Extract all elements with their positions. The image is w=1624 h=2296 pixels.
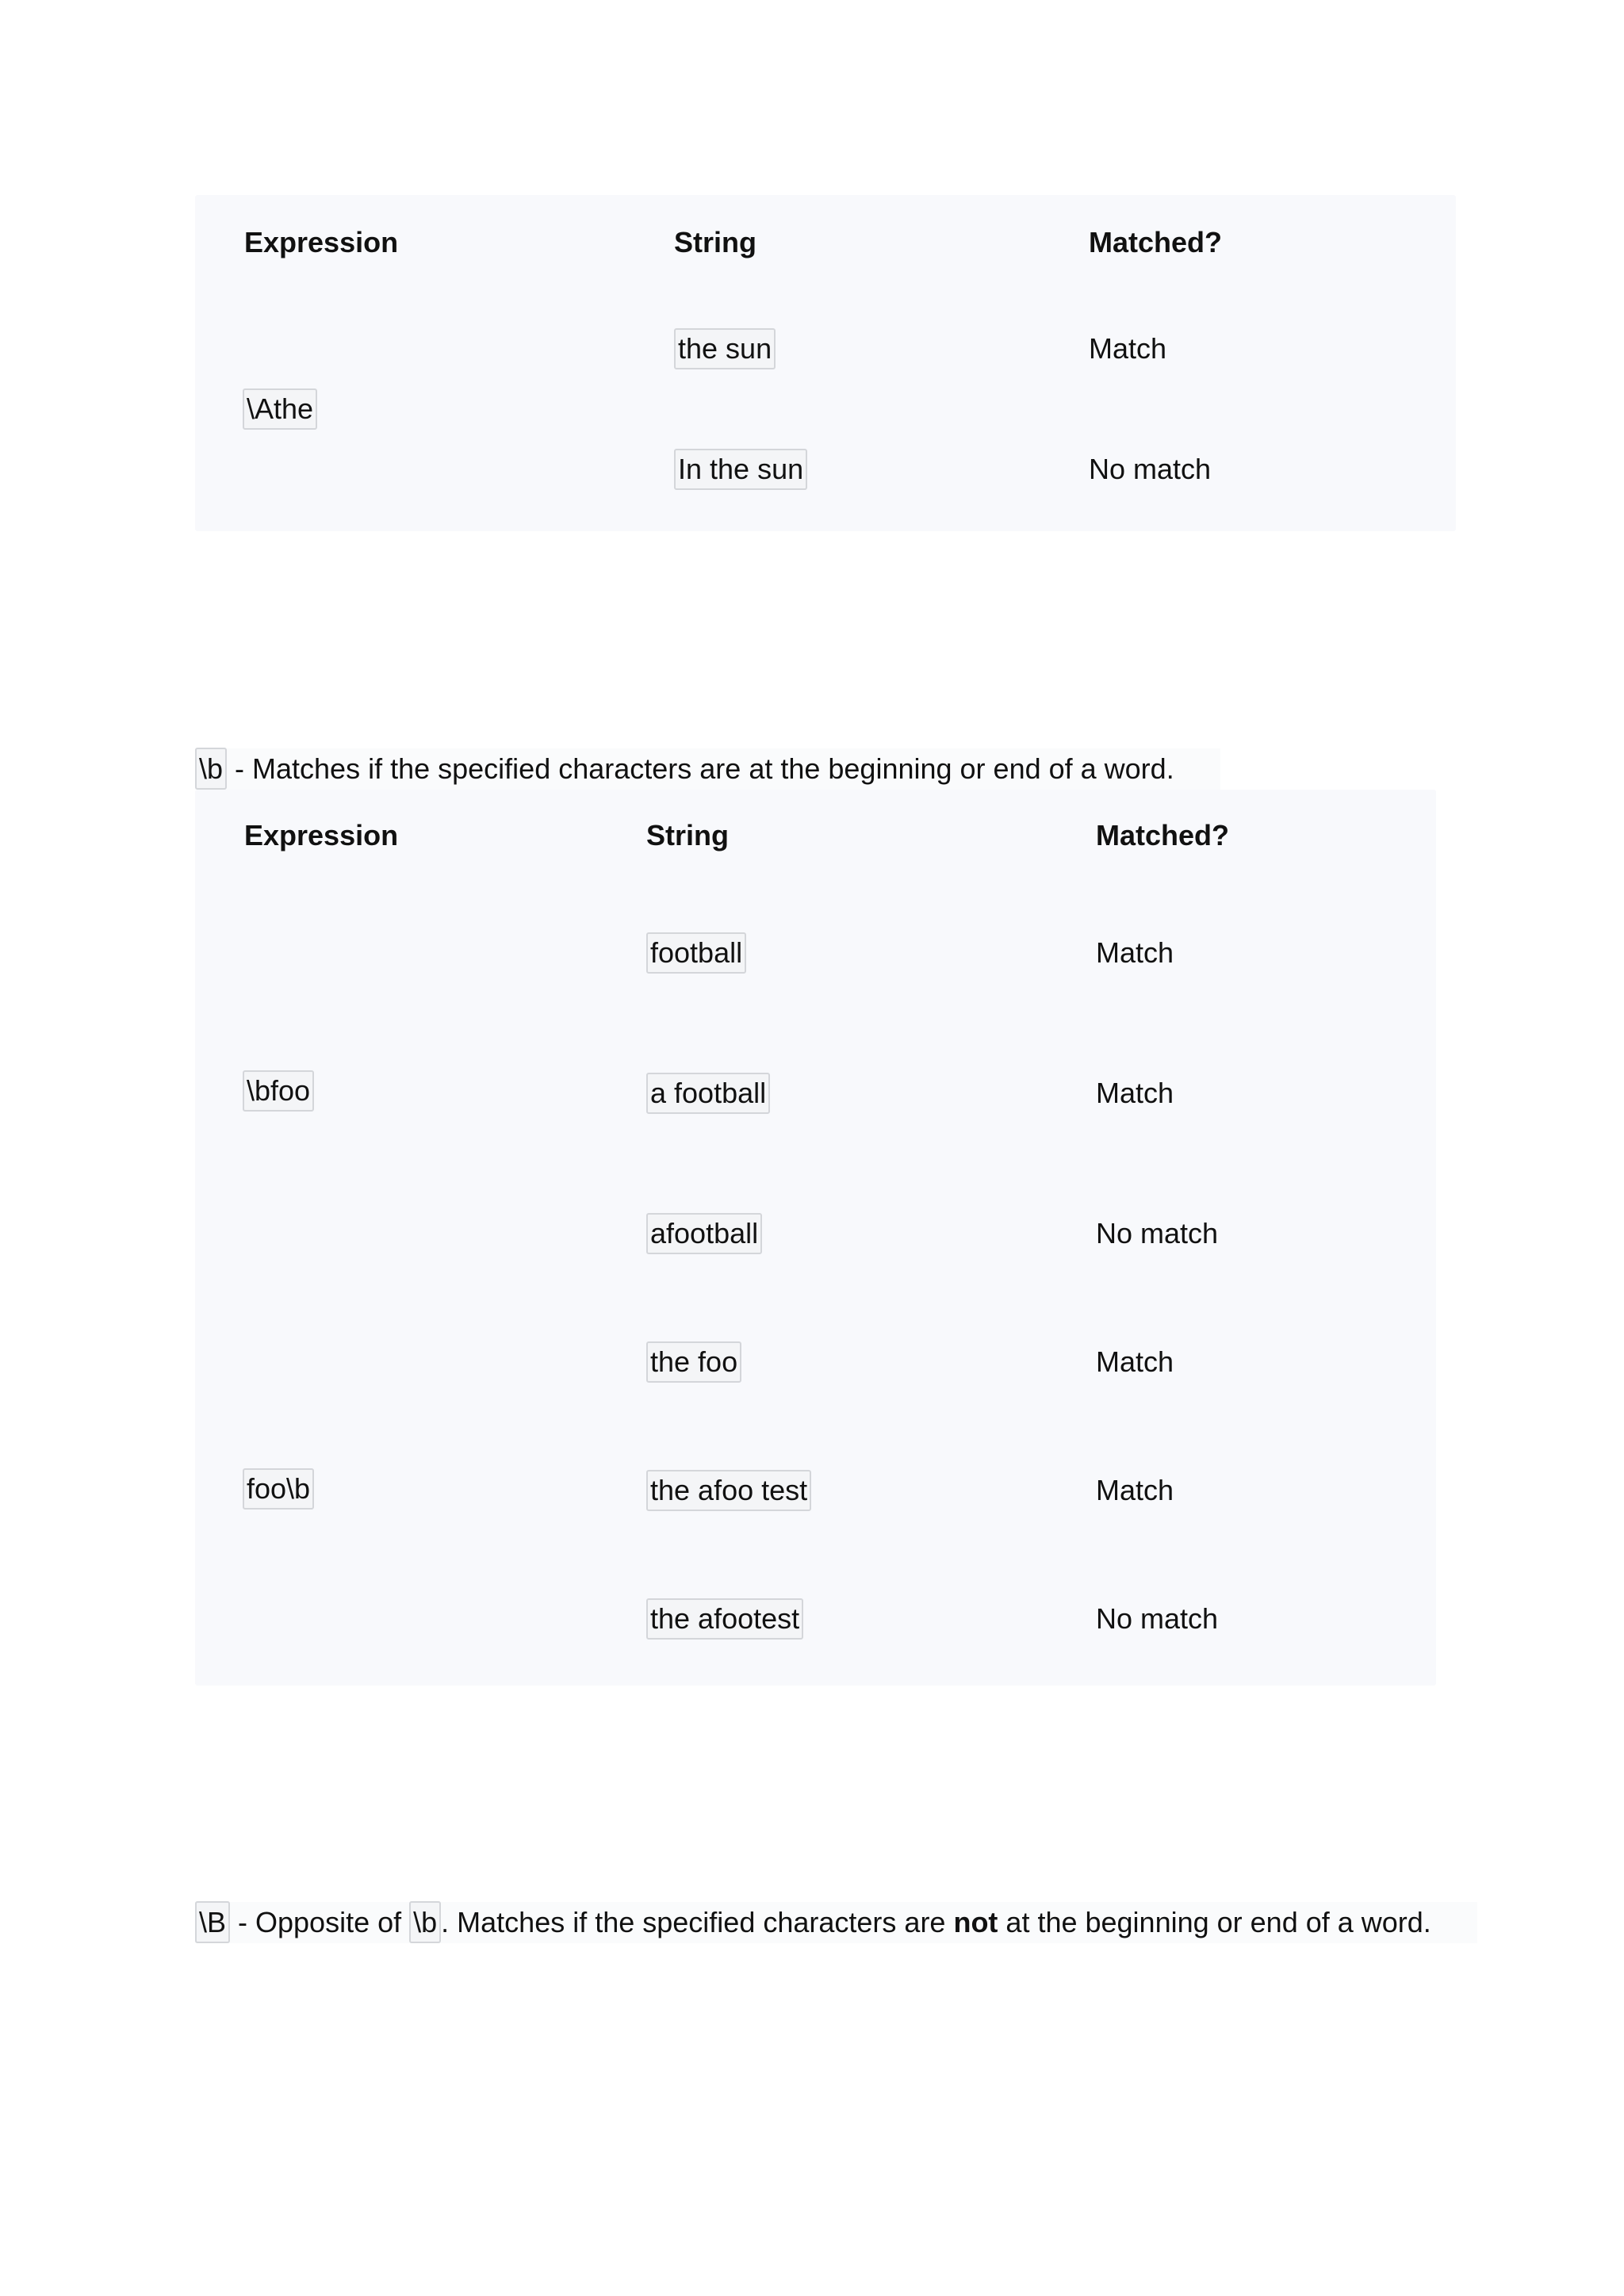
table-word-boundary [195,790,1436,1686]
expression-code: \Athe [243,388,317,430]
description-text: - Opposite of [230,1906,410,1938]
description-text: - Matches if the specified characters are at the beginning or end of a word. [227,752,1174,785]
section-B-description [195,1902,1477,1943]
matched-value: Match [1096,1077,1174,1109]
string-code: the afoo test [646,1470,811,1511]
string-code: the afootest [646,1598,803,1640]
header-expression: Expression [244,226,399,258]
header-matched: Matched? [1089,226,1223,258]
matched-value: No match [1089,453,1212,485]
string-code: In the sun [674,449,807,490]
table-anchor-A [195,195,1456,531]
header-string: String [674,226,756,258]
inline-code: \b [409,1901,441,1943]
header-matched: Matched? [1096,819,1230,851]
string-code: a football [646,1073,770,1114]
inline-code: \B [195,1901,230,1943]
emphasis-text: not [953,1906,998,1938]
matched-value: Match [1096,936,1174,969]
string-code: the foo [646,1341,741,1383]
section-b-description [195,748,1220,790]
header-expression: Expression [244,819,399,851]
matched-value: No match [1096,1217,1219,1249]
string-code: the sun [674,328,776,369]
description-text: at the beginning or end of a word. [998,1906,1431,1938]
string-code: afootball [646,1213,762,1254]
string-code: football [646,932,746,974]
matched-value: Match [1089,332,1167,365]
inline-code: \b [195,748,227,790]
expression-code: \bfoo [243,1070,314,1112]
matched-value: Match [1096,1345,1174,1378]
expression-code: foo\b [243,1468,314,1510]
header-string: String [646,819,729,851]
matched-value: Match [1096,1474,1174,1506]
matched-value: No match [1096,1602,1219,1635]
description-text: . Matches if the specified characters are [441,1906,954,1938]
